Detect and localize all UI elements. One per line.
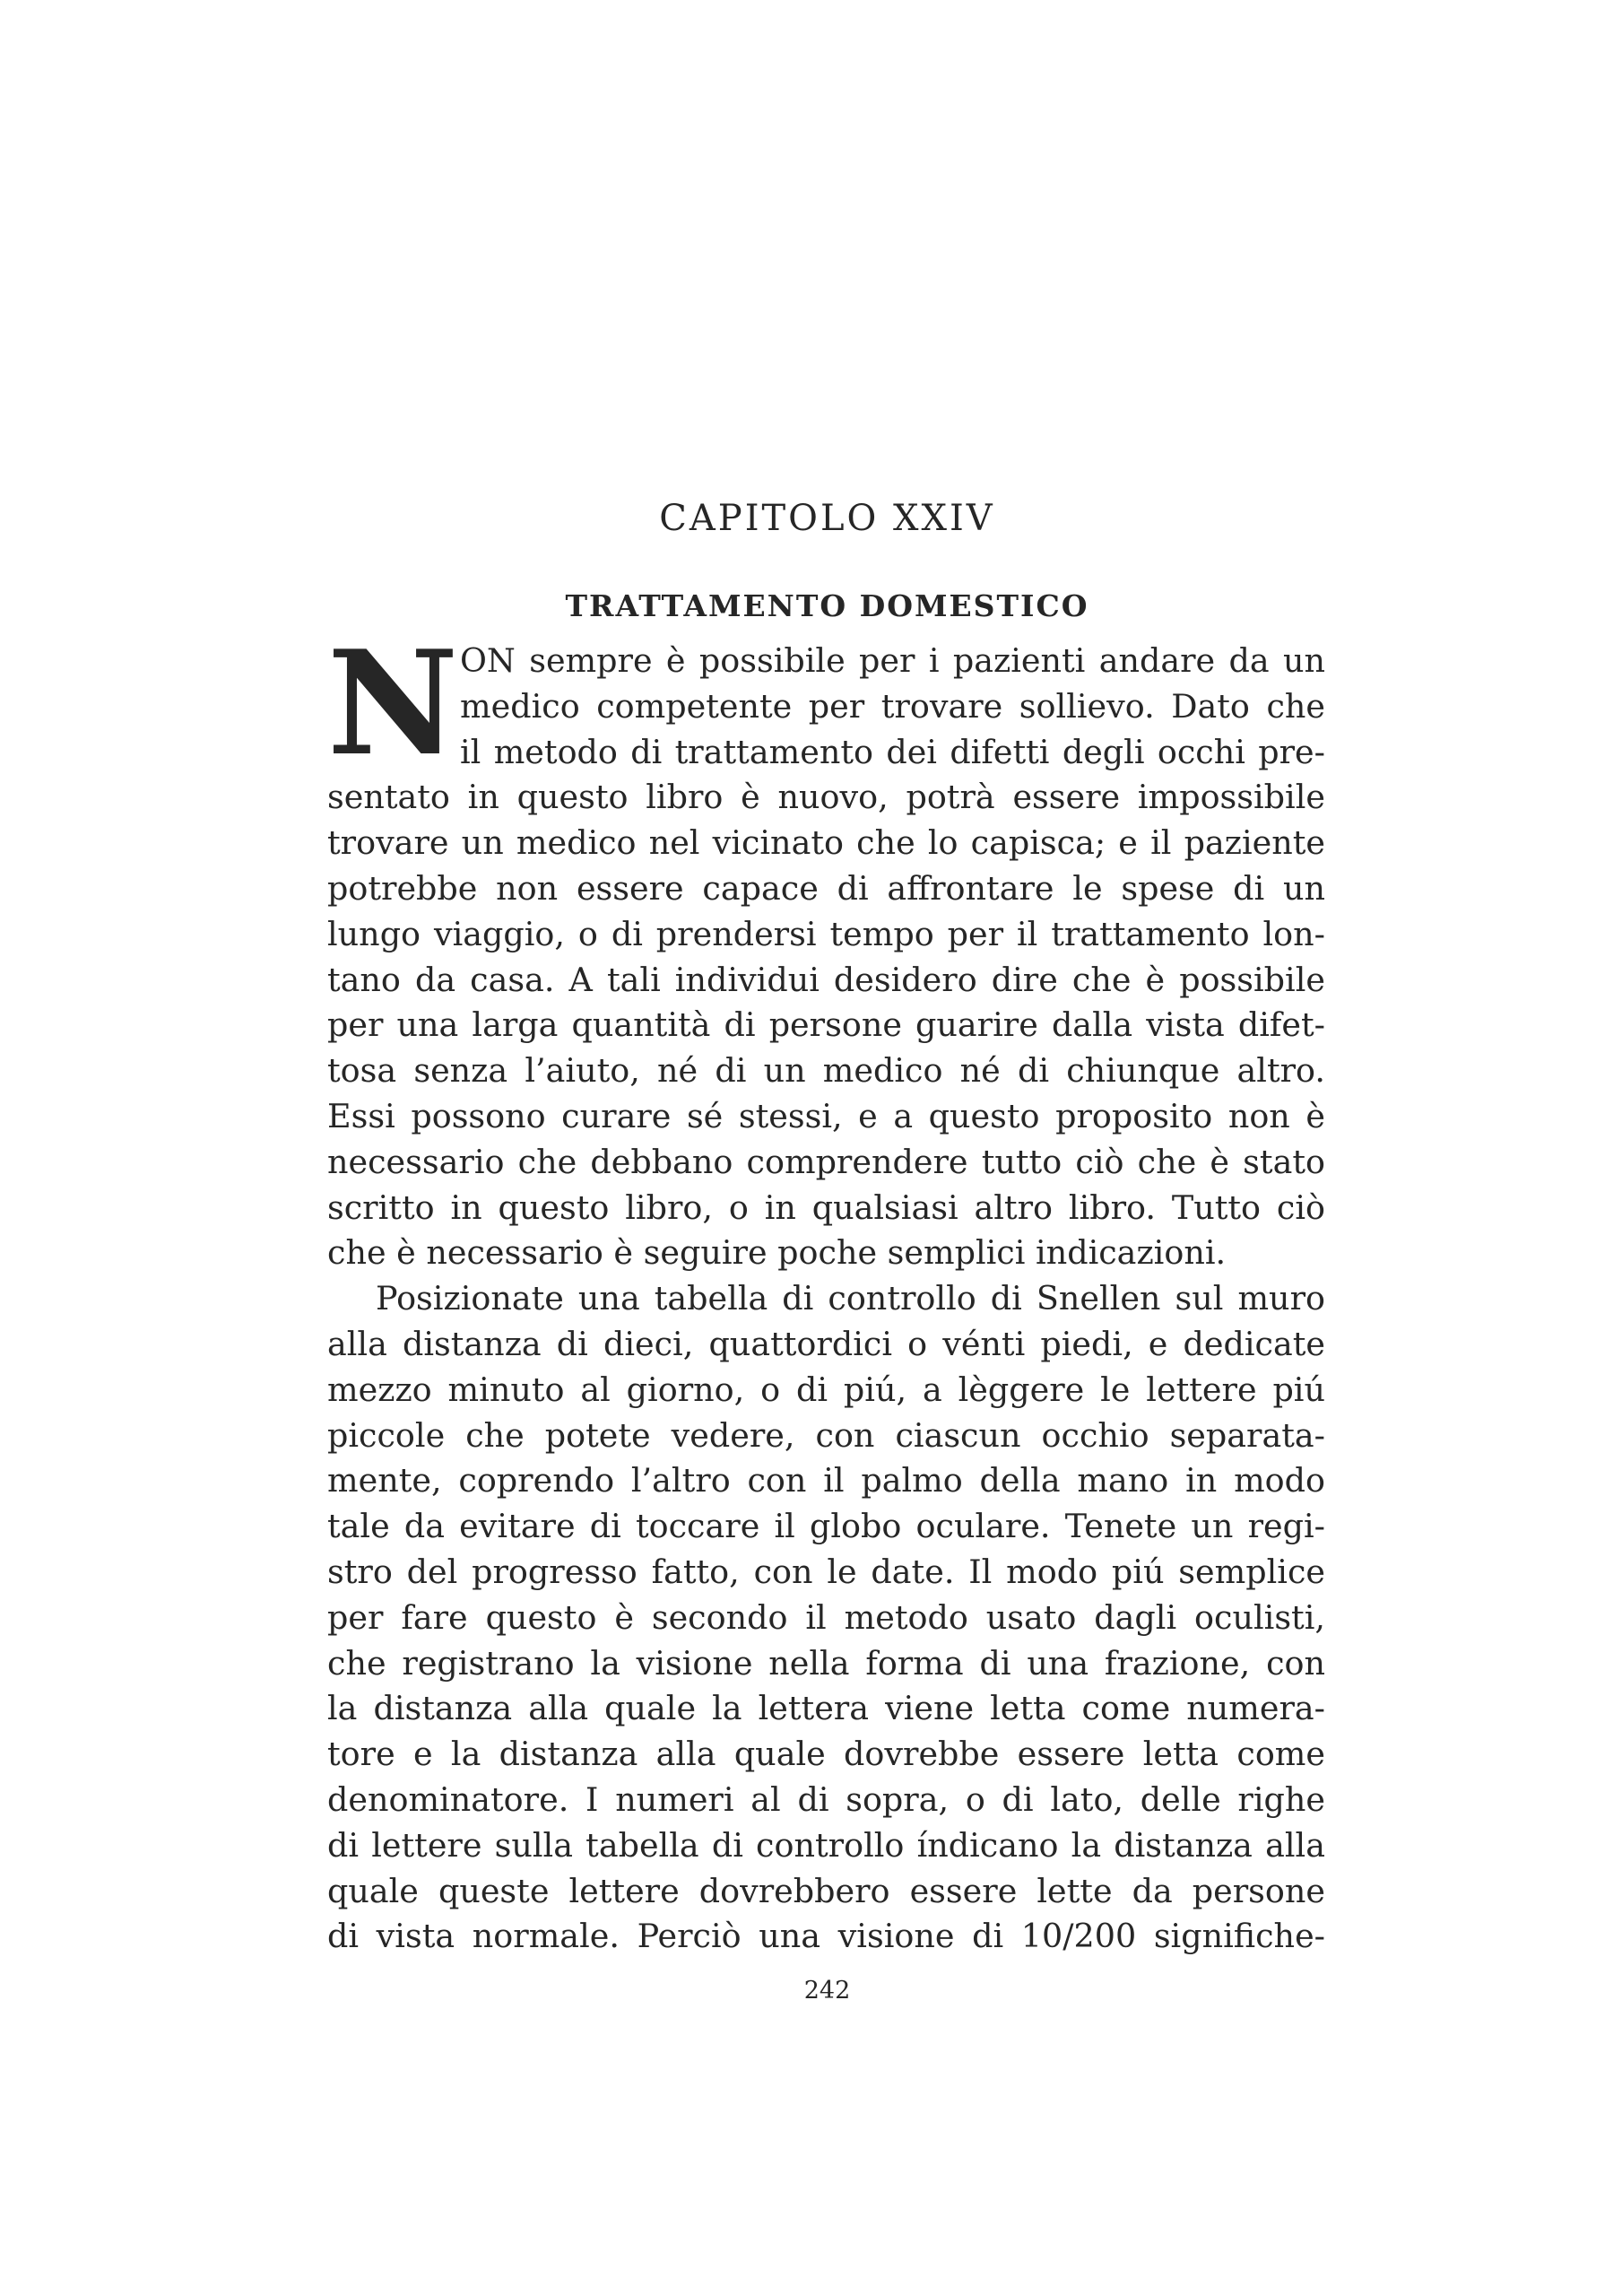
text-line: la distanza alla quale la lettera viene letta come numera- — [327, 1689, 1325, 1728]
text-line: il metodo di trattamento dei difetti degli occhi pre- — [460, 732, 1325, 771]
page-number: 242 — [803, 1977, 851, 2005]
text-line: sentato in questo libro è nuovo, potrà essere impossibile — [327, 778, 1325, 817]
text-line: potrebbe non essere capace di affrontare le spese di un — [327, 868, 1325, 908]
text-line: che è necessario è seguire poche semplici indicazioni. — [327, 1233, 1227, 1273]
paragraph-1 — [327, 639, 1325, 1276]
text-line: tano da casa. A tali individui desidero dire che è possibile — [327, 960, 1325, 999]
body-text — [327, 619, 1325, 1960]
text-line: che registrano la visione nella forma di una frazione, con — [327, 1643, 1325, 1683]
text-line: scritto in questo libro, o in qualsiasi altro libro. Tutto ciò — [327, 1187, 1325, 1227]
drop-cap: N — [327, 619, 459, 787]
text-line: tore e la distanza alla quale dovrebbe essere letta come — [327, 1735, 1325, 1774]
text-line: tosa senza l’aiuto, né di un medico né di chiunque altro. — [327, 1051, 1325, 1091]
text-line: Posizionate una tabella di controllo di Snellen sul muro — [376, 1279, 1325, 1318]
text-line: denominatore. I numeri al di sopra, o di lato, delle righe — [327, 1779, 1325, 1819]
text-line: ON sempre è possibile per i pazienti andare da un — [460, 641, 1325, 680]
chapter-title: TRATTAMENTO DOMESTICO — [565, 588, 1089, 624]
text-line: mezzo minuto al giorno, o di piú, a lèggere le lettere piú — [327, 1370, 1325, 1409]
text-line: medico competente per trovare sollievo. Dato che — [460, 686, 1325, 726]
text-line: necessario che debbano comprendere tutto ciò che è stato — [327, 1142, 1325, 1181]
text-line: Essi possono curare sé stessi, e a questo proposito non è — [327, 1096, 1325, 1135]
text-line: per fare questo è secondo il metodo usato dagli oculisti, — [327, 1597, 1325, 1637]
text-line: di vista normale. Perciò una visione di 10/200 significhe- — [327, 1917, 1325, 1956]
chapter-number: CAPITOLO XXIV — [659, 497, 995, 539]
text-line: piccole che potete vedere, con ciascun occhio separata- — [327, 1415, 1325, 1455]
text-line: lungo viaggio, o di prendersi tempo per il trattamento lon- — [327, 914, 1325, 953]
text-line: alla distanza di dieci, quattordici o vénti piedi, e dedicate — [327, 1324, 1325, 1363]
text-line: trovare un medico nel vicinato che lo capisca; e il paziente — [327, 823, 1325, 863]
text-line: tale da evitare di toccare il globo oculare. Tenete un regi- — [327, 1507, 1325, 1546]
text-line: quale queste lettere dovrebbero essere lette da persone — [327, 1871, 1325, 1910]
text-line: di lettere sulla tabella di controllo índicano la distanza alla — [327, 1825, 1325, 1865]
text-line: stro del progresso fatto, con le date. Il modo piú semplice — [327, 1552, 1325, 1591]
paragraph-2 — [327, 1276, 1325, 1960]
text-line: per una larga quantità di persone guarire dalla vista difet- — [327, 1005, 1325, 1045]
text-line: mente, coprendo l’altro con il palmo della mano in modo — [327, 1461, 1325, 1500]
